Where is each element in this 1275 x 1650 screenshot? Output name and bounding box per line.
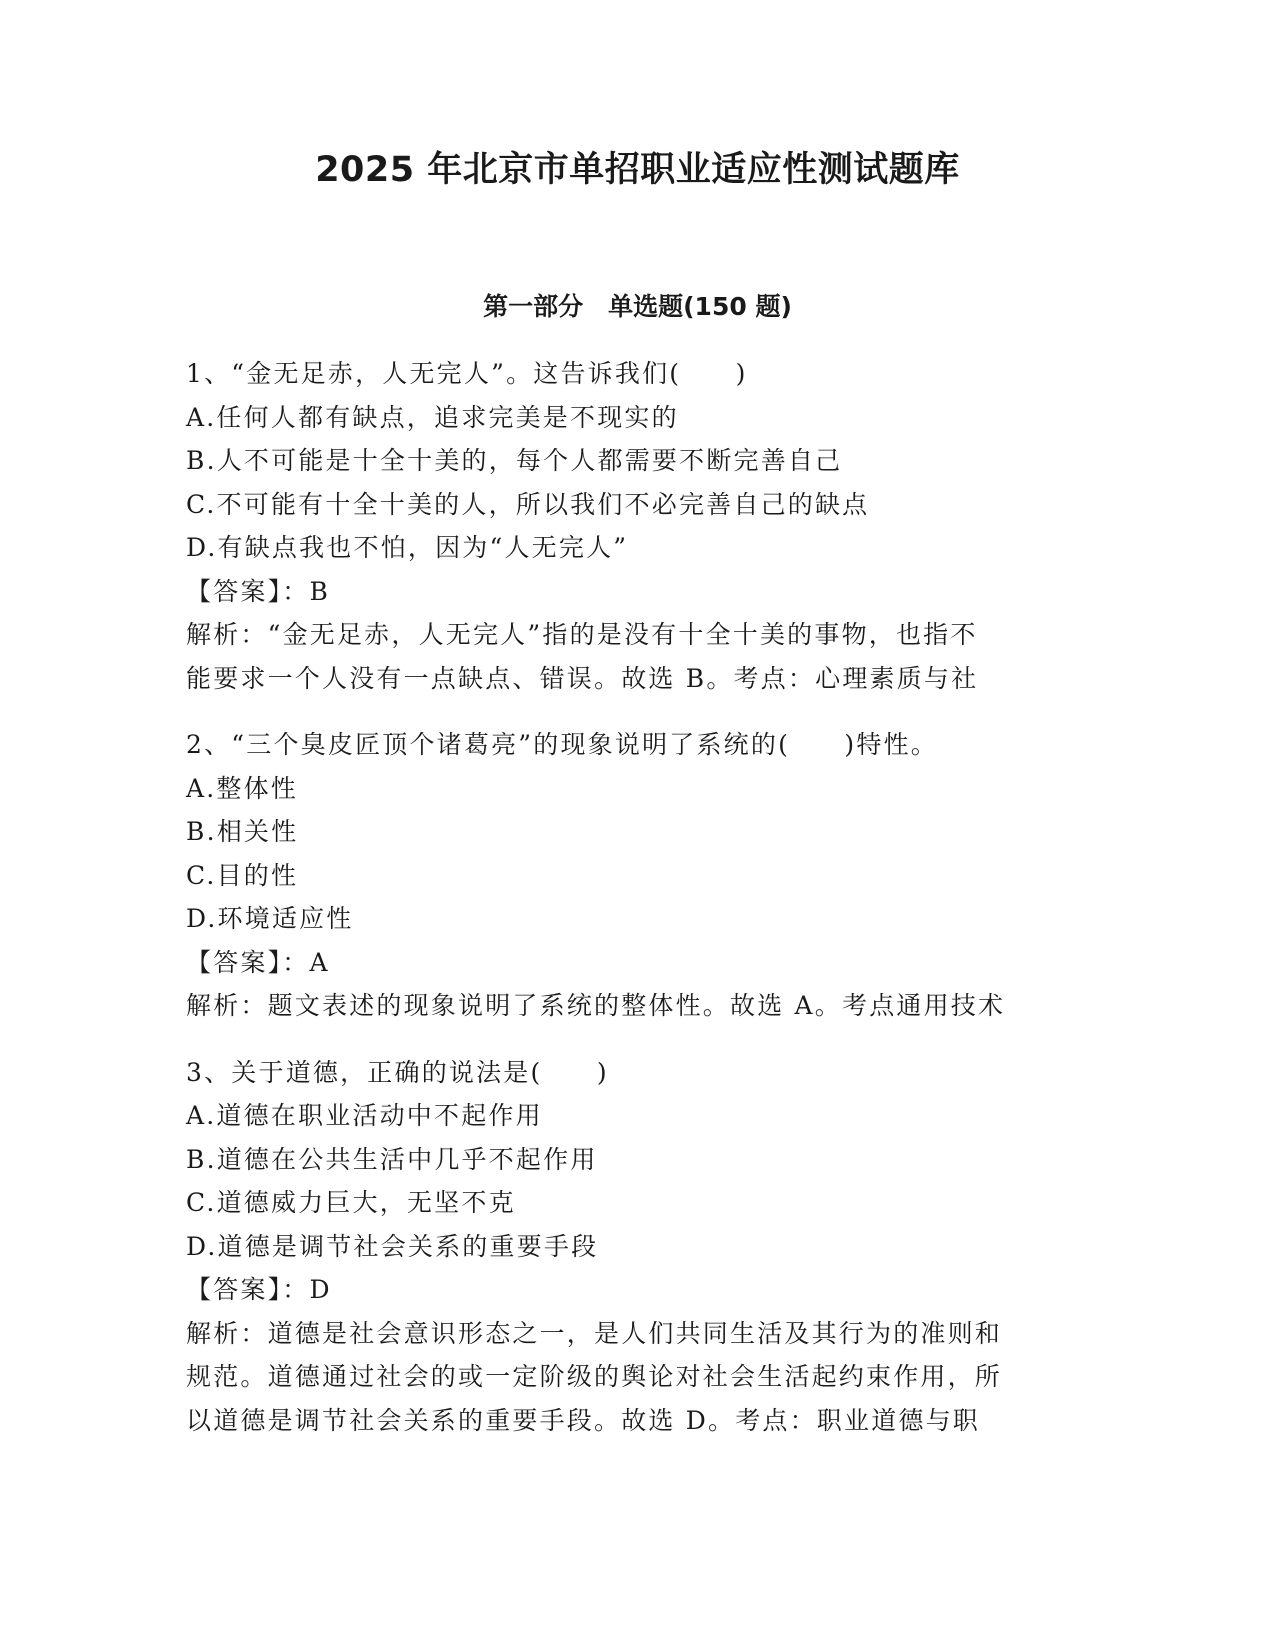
analysis-line: 能要求一个人没有一点缺点、错误。故选 B。考点：心理素质与社 [186,663,979,693]
analysis-line: 解析：道德是社会意识形态之一，是人们共同生活及其行为的准则和 [186,1318,1003,1348]
option-a: A.整体性 [186,773,299,803]
answer-line: 【答案】：D [186,1275,332,1304]
analysis-line: 规范。道德通过社会的或一定阶级的舆论对社会生活起约束作用，所 [186,1362,1003,1391]
question-stem: 2、“三个臭皮匠顶个诸葛亮”的现象说明了系统的( )特性。 [186,730,938,759]
option-a: A.道德在职业活动中不起作用 [186,1101,543,1130]
question-stem: 1、“金无足赤，人无完人”。这告诉我们( ) [186,359,748,388]
question-stem: 3、关于道德，正确的说法是( ) [186,1057,609,1087]
answer-line: 【答案】：A [186,947,330,977]
document-title: 2025 年北京市单招职业适应性测试题库 [315,150,960,190]
question-list [186,352,1066,1465]
answer-line: 【答案】：B [186,576,331,606]
option-d: D.道德是调节社会关系的重要手段 [186,1231,599,1261]
option-c: C.不可能有十全十美的人，所以我们不必完善自己的缺点 [186,489,870,519]
option-c: C.目的性 [186,860,299,890]
option-d: D.有缺点我也不怕，因为“人无完人” [186,533,629,562]
question-3 [186,1051,1066,1443]
question-1 [186,352,1066,700]
option-b: B.道德在公共生活中几乎不起作用 [186,1144,598,1174]
option-d: D.环境适应性 [186,904,354,933]
option-a: A.任何人都有缺点，追求完美是不现实的 [186,402,679,432]
option-c: C.道德威力巨大，无坚不克 [186,1188,516,1217]
analysis-line: 解析：“金无足赤，人无完人”指的是没有十全十美的事物，也指不 [186,620,978,649]
question-2 [186,723,1066,1028]
analysis-line: 解析：题文表述的现象说明了系统的整体性。故选 A。考点通用技术 [186,991,1006,1020]
section-heading: 第一部分 单选题(150 题) [483,292,792,321]
option-b: B.相关性 [186,817,299,846]
option-b: B.人不可能是十全十美的，每个人都需要不断完善自己 [186,446,843,475]
analysis-line: 以道德是调节社会关系的重要手段。故选 D。考点：职业道德与职 [186,1405,980,1435]
